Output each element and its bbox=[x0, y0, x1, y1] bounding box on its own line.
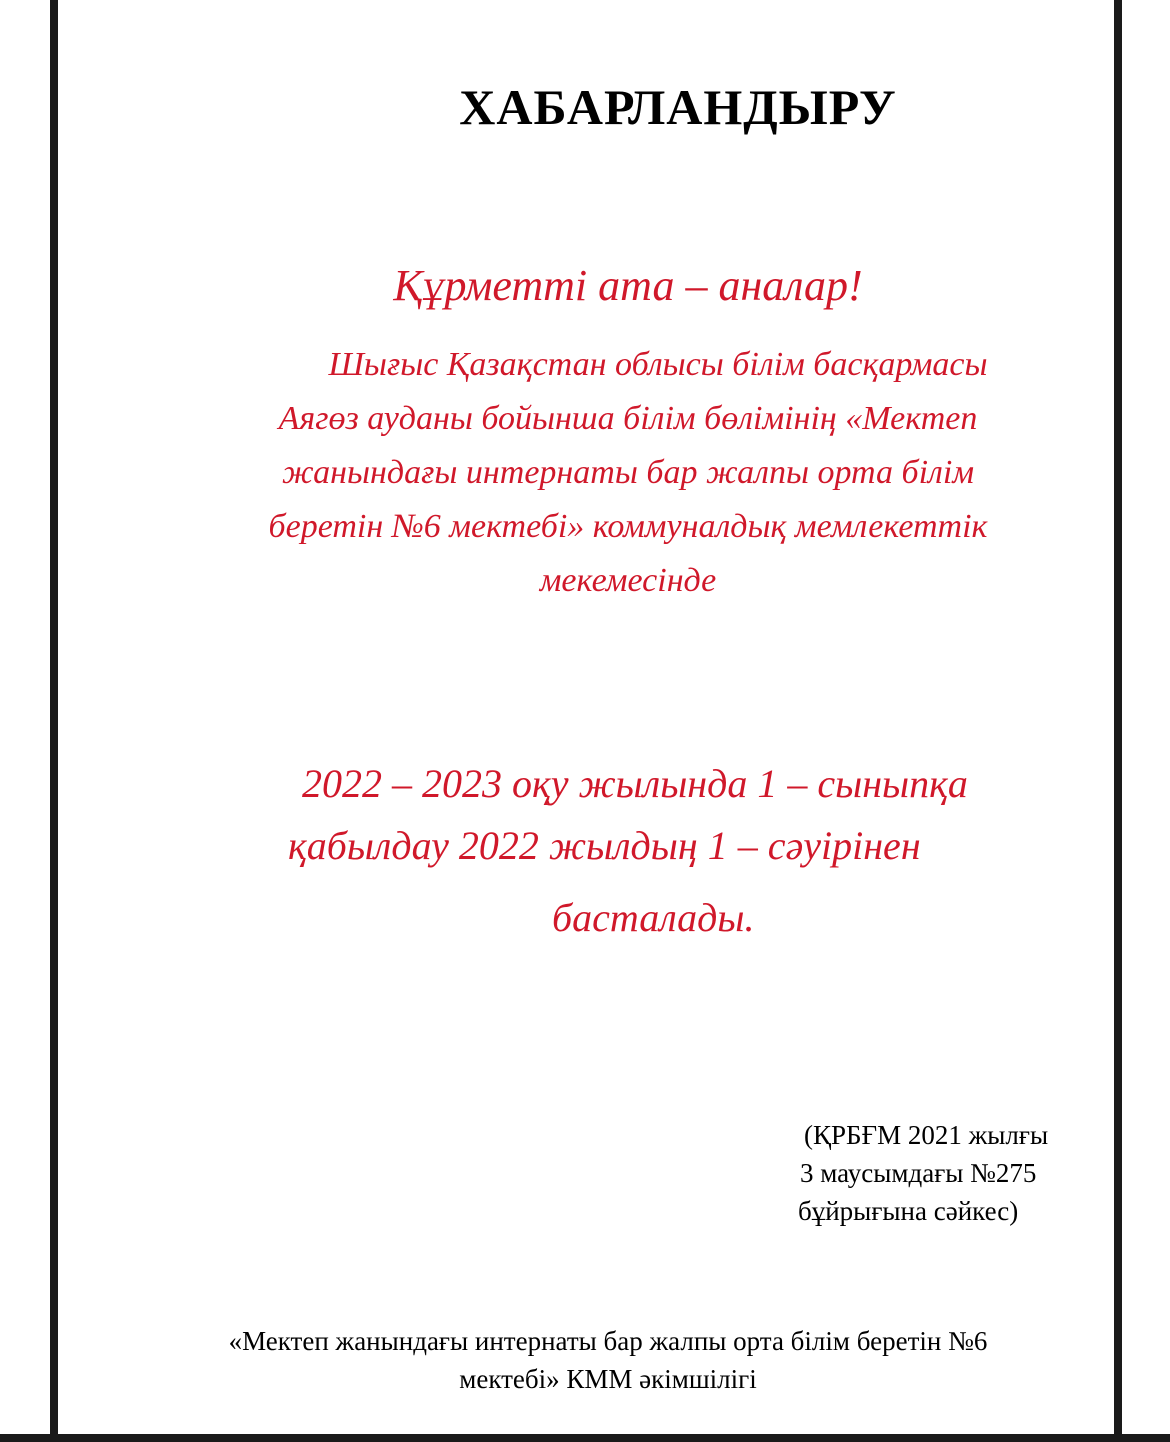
page-border-bottom bbox=[0, 1434, 1170, 1442]
page-border-left bbox=[50, 0, 58, 1442]
announcement-line: 2022 – 2023 оқу жылында 1 – сыныпқа bbox=[302, 761, 968, 806]
intro-paragraph bbox=[198, 338, 1058, 608]
intro-line: мекемесінде bbox=[539, 562, 717, 599]
greeting: Құрметті ата – аналар! bbox=[393, 261, 863, 310]
intro-line: жанындағы интернаты бар жалпы орта білім bbox=[281, 454, 975, 491]
signature-block bbox=[148, 1322, 1068, 1398]
reference-line: (ҚРБҒМ 2021 жылғы bbox=[804, 1120, 1049, 1150]
announcement-line: басталады. bbox=[552, 895, 755, 940]
legal-reference bbox=[798, 1116, 1114, 1230]
reference-line: бұйрығына сәйкес) bbox=[798, 1196, 1019, 1226]
page-border-right bbox=[1114, 0, 1122, 1442]
document-page bbox=[58, 0, 1114, 1434]
page-margin-right bbox=[1122, 0, 1170, 1442]
signature-line: мектебі» КММ әкімшілігі bbox=[459, 1364, 757, 1394]
signature-line: «Мектеп жанындағы интернаты бар жалпы орта білім беретін №6 bbox=[228, 1326, 988, 1356]
intro-line: беретін №6 мектебі» коммуналдық мемлекеттік bbox=[268, 508, 988, 545]
announcement-line: қабылдау 2022 жылдың 1 – сәуірінен bbox=[288, 823, 921, 868]
intro-line: Шығыс Қазақстан облысы білім басқармасы bbox=[328, 346, 988, 383]
reference-line: 3 маусымдағы №275 bbox=[800, 1158, 1037, 1188]
intro-line: Аягөз ауданы бойынша білім бөлімінің «Мектеп bbox=[278, 400, 978, 437]
document-title: ХАБАРЛАНДЫРУ bbox=[459, 79, 897, 135]
